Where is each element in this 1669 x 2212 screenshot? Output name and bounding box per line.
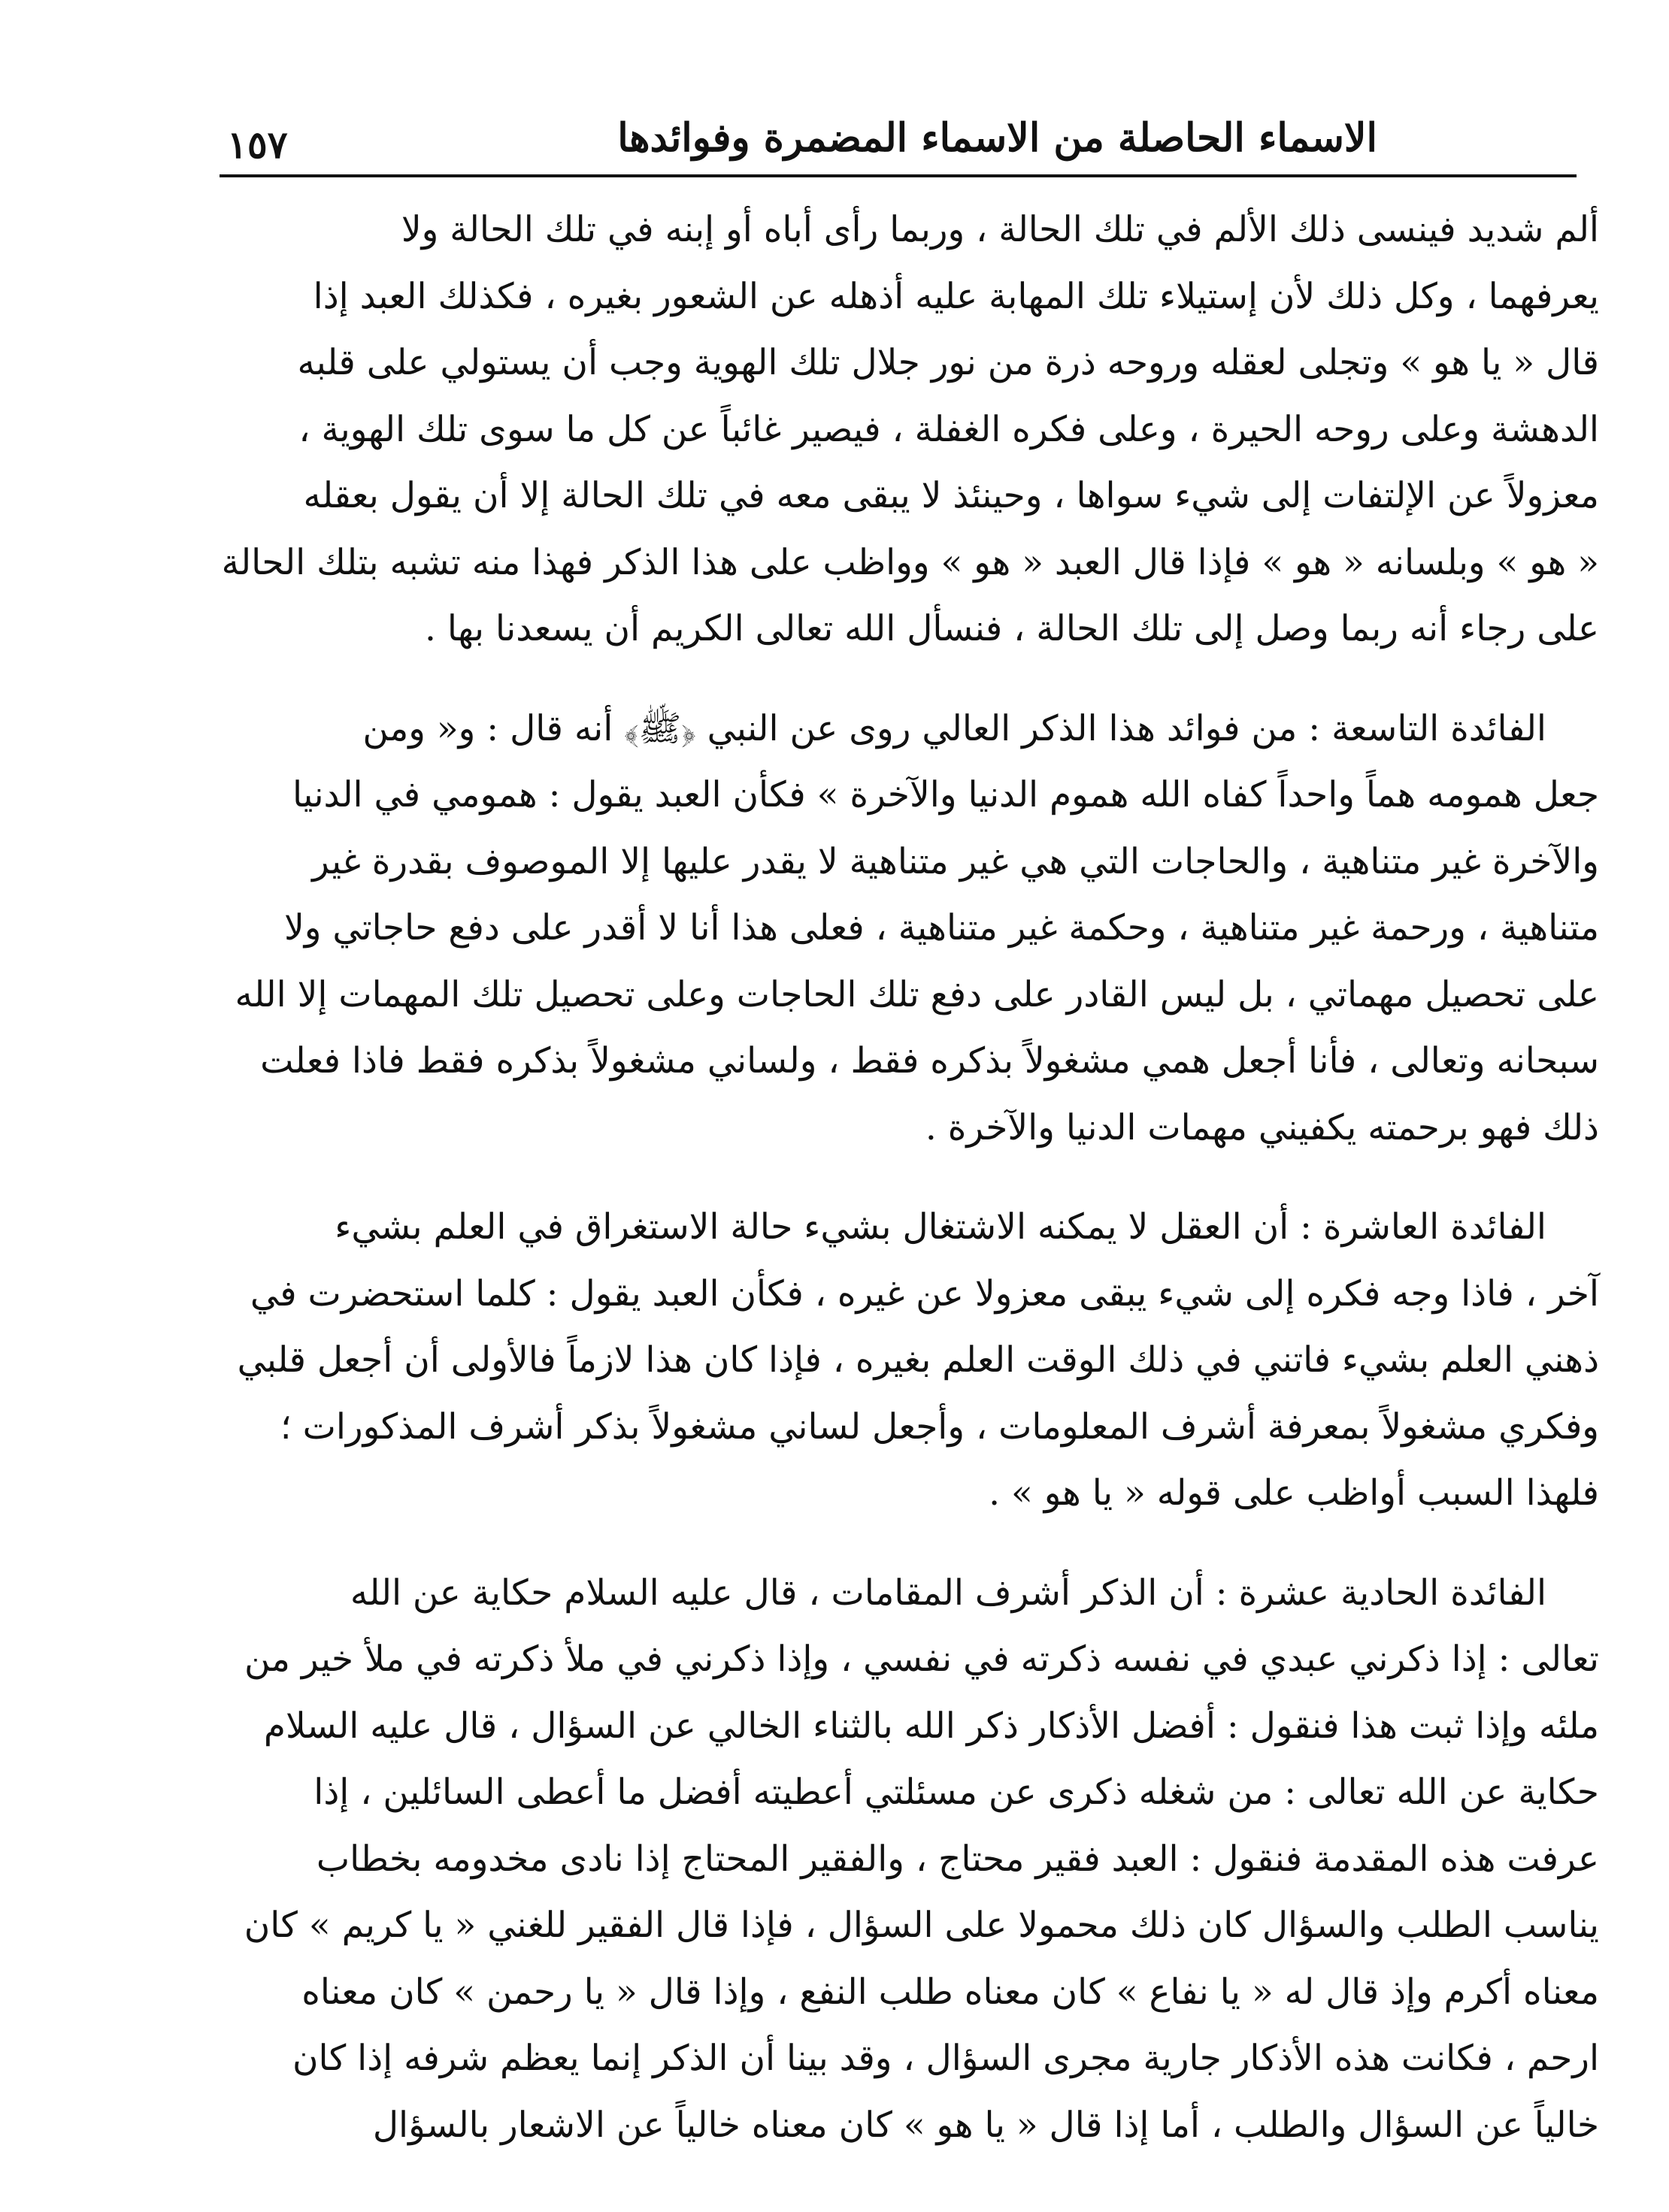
paragraph-text: الفائدة العاشرة : أن العقل لا يمكنه الاشتغال بشيء حالة الاستغراق في العلم بشيء آخر ، فاذا وجه فكره إلى شيء يبقى معزولا عن غيره ، فكأن العبد يقول : كلما استحضرت في ذهني العلم بشيء فاتني في ذلك الوقت العلم بغيره ، فإذا كان هذا لازماً فالأولى أن أجعل قلبي وفكري مشغولاً بمعرفة أشرف المعلومات ، وأجعل لساني مشغولاً بذكر أشرف المذكورات ؛ فلهذا السبب أواظب على قوله « يا هو » .	[237, 1206, 1599, 1514]
paragraph-text: الفائدة التاسعة : من فوائد هذا الذكر العالي روى عن النبي ﴿ﷺ﴾ أنه قال : و« ومن جعل همومه هماً واحداً كفاه الله هموم الدنيا والآخرة » فكأن العبد يقول : همومي في الدنيا والآخرة غير متناهية ، والحاجات التي هي غير متناهية لا يقدر عليها إلا الموصوف بقدرة غير متناهية ، ورحمة غير متناهية ، وحكمة غير متناهية ، فعلى هذا أنا لا أقدر على دفع حاجاتي ولا على تحصيل مهماتي ، بل ليس القادر على دفع تلك الحاجات وعلى تحصيل تلك المهمات إلا الله سبحانه وتعالى ، فأنا أجعل همي مشغولاً بذكره فقط ، ولساني مشغولاً بذكره فقط فاذا فعلت ذلك فهو برحمته يكفيني مهمات الدنيا والآخرة .	[235, 707, 1599, 1148]
page-number: ١٥٧	[227, 123, 288, 167]
paragraph-text: ألم شديد فينسى ذلك الألم في تلك الحالة ، وربما رأى أباه أو إبنه في تلك الحالة ولا يعرفهما ، وكل ذلك لأن إستيلاء تلك المهابة عليه أذهله عن الشعور بغيره ، فكذلك العبد إذا قال « يا هو » وتجلى لعقله وروحه ذرة من نور جلال تلك الهوية وجب أن يستولي على قلبه الدهشة وعلى روحه الحيرة ، وعلى فكره الغفلة ، فيصير غائباً عن كل ما سوى تلك الهوية ، معزولاً عن الإلتفات إلى شيء سواها ، وحينئذ لا يبقى معه في تلك الحالة إلا أن يقول بعقله « هو » وبلسانه « هو » فإذا قال العبد « هو » وواظب على هذا الذكر فهذا منه تشبه بتلك الحالة على رجاء أنه ربما وصل إلى تلك الحالة ، فنسأل الله تعالى الكريم أن يسعدنا بها .	[221, 209, 1599, 649]
running-header	[220, 104, 1573, 176]
chapter-title: الاسماء الحاصلة من الاسماء المضمرة وفوائدها	[617, 115, 1377, 161]
paragraph-text: الفائدة الحادية عشرة : أن الذكر أشرف المقامات ، قال عليه السلام حكاية عن الله تعالى : إذا ذكرني عبدي في نفسه ذكرته في نفسي ، وإذا ذكرني في ملأ ذكرته في ملأ خير من ملئه وإذا ثبت هذا فنقول : أفضل الأذكار ذكر الله بالثناء الخالي عن السؤال ، قال عليه السلام حكاية عن الله تعالى : من شغله ذكرى عن مسئلتي أعطيته أفضل ما أعطى السائلين ، إذا عرفت هذه المقدمة فنقول : العبد فقير محتاج ، والفقير المحتاج إذا نادى مخدومه بخطاب يناسب الطلب والسؤال كان ذلك محمولا على السؤال ، فإذا قال الفقير للغني « يا كريم » كان معناه أكرم وإذ قال له « يا نفاع » كان معناه طلب النفع ، وإذا قال « يا رحمن » كان معناه ارحم ، فكانت هذه الأذكار جارية مجرى السؤال ، وقد بينا أن الذكر إنما يعظم شرفه إذا كان خالياً عن السؤال والطلب ، أما إذا قال « يا هو » كان معناه خالياً عن الاشعار بالسؤال	[244, 1572, 1599, 2146]
header-rule	[220, 174, 1577, 177]
paragraph-ninth-benefit	[220, 696, 1599, 1162]
paragraph-continuation	[220, 197, 1599, 663]
paragraph-eleventh-benefit	[220, 1560, 1599, 2159]
body-text	[220, 197, 1599, 2159]
paragraph-tenth-benefit	[220, 1194, 1599, 1527]
